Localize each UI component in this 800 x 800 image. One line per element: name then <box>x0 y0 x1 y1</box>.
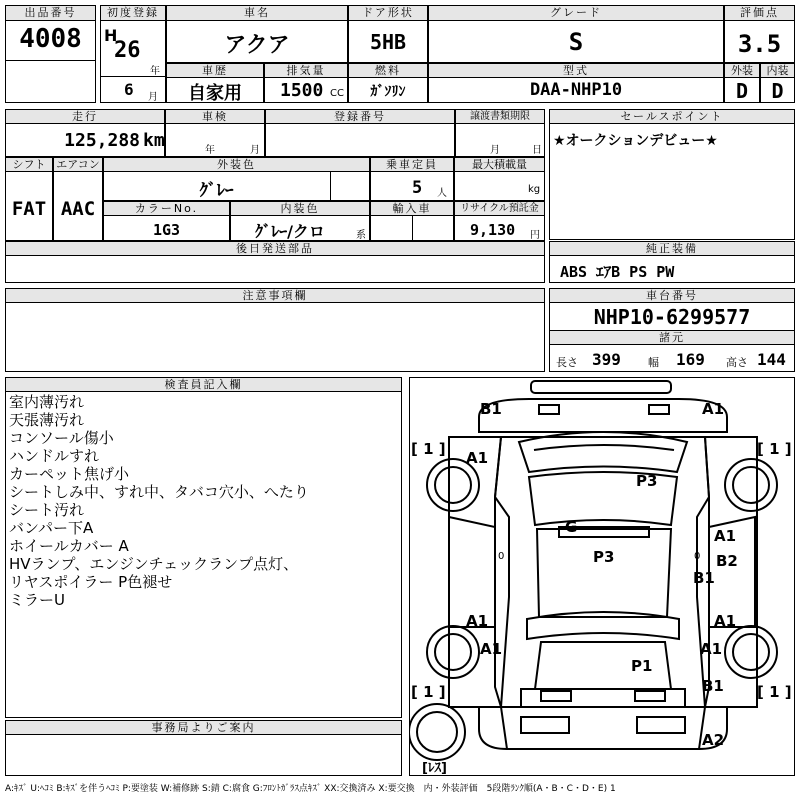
era: H <box>104 26 118 45</box>
damage-mark: B1 <box>702 677 724 695</box>
int-color: ｸﾞﾚｰ/クロ <box>255 222 325 241</box>
width: 169 <box>676 350 705 369</box>
sales-point-box <box>549 109 795 240</box>
model: DAA-NHP10 <box>529 80 623 100</box>
length: 399 <box>592 350 621 369</box>
legend: A:ｷｽﾞ U:ﾍｺﾐ B:ｷｽﾞを伴うﾍｺﾐ P:要塗装 W:補修跡 S:錆 C:腐食 G:ﾌﾛﾝﾄｶﾞﾗｽ点ｷｽﾞ XX:交換済み X:要交換 内・外装評価 5段階ﾗﾝｸ順(A・B・C・D・E) 1 <box>5 784 616 794</box>
import-divider <box>412 216 413 241</box>
tire-bracket: [ 1 ] <box>411 440 446 458</box>
history: 自家用 <box>188 83 242 104</box>
note-line: 天張薄汚れ <box>9 411 85 429</box>
lot-number: 4008 <box>19 24 82 54</box>
interior-label: 内装 <box>760 63 795 78</box>
mileage-label: 走行 <box>5 109 165 124</box>
chassis-number: NHP10-6299577 <box>593 305 751 329</box>
transfer-day-unit: 日 <box>532 145 542 156</box>
note-line: ミラーU <box>9 591 65 609</box>
car-name: アクア <box>224 33 290 58</box>
reg-no-label: 登録番号 <box>265 109 455 124</box>
note-line: シート汚れ <box>9 501 85 519</box>
interior-grade: D <box>771 79 784 103</box>
ext-color-label: 外装色 <box>103 157 370 172</box>
office-label: 事務局よりご案内 <box>5 720 402 735</box>
damage-mark: G <box>565 518 578 536</box>
grade: S <box>568 28 584 56</box>
note-line: シートしみ中、すれ中、タバコ穴小、へたり <box>9 483 309 501</box>
capacity-unit: 人 <box>437 188 447 199</box>
max-load-unit: kg <box>528 184 541 195</box>
damage-mark: P3 <box>593 548 615 566</box>
history-label: 車歴 <box>166 63 264 78</box>
sales-point-label: セールスポイント <box>549 109 795 124</box>
car-diagram <box>409 377 795 776</box>
transfer-label: 譲渡書類期限 <box>455 109 545 124</box>
score: 3.5 <box>737 30 782 58</box>
damage-mark: A1 <box>466 612 489 630</box>
later-parts-label: 後日発送部品 <box>5 241 545 256</box>
note-line: リヤスポイラー P色褪せ <box>9 573 173 591</box>
shift-label: シフト <box>5 157 53 172</box>
damage-mark: B2 <box>716 552 738 570</box>
recycle: 9,130 <box>470 221 516 239</box>
damage-mark: P1 <box>631 657 653 675</box>
mileage-unit: km <box>143 130 165 151</box>
transfer-month-unit: 月 <box>490 145 500 156</box>
height-label: 高さ <box>726 356 748 369</box>
shift: FAT <box>11 198 47 220</box>
ext-color: ｸﾞﾚｰ <box>199 181 234 201</box>
height: 144 <box>757 350 786 369</box>
tread-mark: 0 <box>694 551 701 562</box>
tire-bracket: [ 1 ] <box>411 683 446 701</box>
sales-point: ★オークションデビュー★ <box>553 133 718 149</box>
note-line: HVランプ、エンジンチェックランプ点灯、 <box>9 555 299 573</box>
exterior-grade: D <box>735 79 749 103</box>
fuel-label: 燃料 <box>348 63 428 78</box>
inspector-label: 検査員記入欄 <box>5 377 402 392</box>
int-color-label: 内装色 <box>230 201 370 216</box>
displacement-label: 排気量 <box>264 63 348 78</box>
caution-label: 注意事項欄 <box>5 288 545 303</box>
width-label: 幅 <box>648 356 659 369</box>
insp-month-unit: 月 <box>250 145 260 156</box>
spare-tire-label: [ﾚｽ] <box>422 761 447 776</box>
max-load-label: 最大積載量 <box>454 157 545 172</box>
car-name-label: 車名 <box>166 5 348 21</box>
ac: AAC <box>60 198 96 220</box>
spec-label: 諸元 <box>549 330 795 345</box>
damage-mark: A2 <box>702 731 725 749</box>
note-line: ハンドルすれ <box>9 447 100 465</box>
capacity-label: 乗車定員 <box>370 157 454 172</box>
length-label: 長さ <box>556 356 578 369</box>
fuel: ｶﾞｿﾘﾝ <box>370 84 406 100</box>
damage-mark: A1 <box>702 400 725 418</box>
equipment-label: 純正装備 <box>549 241 795 256</box>
note-line: 室内薄汚れ <box>9 393 85 411</box>
score-label: 評価点 <box>724 5 795 21</box>
recycle-unit: 円 <box>530 230 540 241</box>
door-type: 5HB <box>369 30 407 54</box>
lot-label: 出品番号 <box>5 5 96 21</box>
note-line: コンソール傷小 <box>9 429 114 447</box>
damage-mark: P3 <box>636 472 658 490</box>
first-reg-label: 初度登録 <box>100 5 166 21</box>
tire-bracket: [ 1 ] <box>757 440 792 458</box>
first-reg-divider <box>100 76 166 77</box>
grade-label: グレード <box>428 5 724 21</box>
int-color-unit: 系 <box>356 230 366 241</box>
damage-mark: A1 <box>714 612 737 630</box>
inspection-label: 車検 <box>165 109 265 124</box>
tread-mark: 0 <box>498 551 505 562</box>
mileage: 125,288 <box>64 130 140 151</box>
exterior-label: 外装 <box>724 63 760 78</box>
reg-month: 6 <box>124 80 134 99</box>
inspector-notes <box>9 393 309 609</box>
note-line: カーペット焦げ小 <box>9 465 130 483</box>
lot-divider <box>5 60 96 61</box>
damage-mark: B1 <box>693 569 715 587</box>
reg-year: 26 <box>114 38 141 63</box>
color-no: 1G3 <box>152 221 181 239</box>
note-line: ホイールカバー A <box>9 537 129 555</box>
capacity: 5 <box>412 178 423 198</box>
chassis-label: 車台番号 <box>549 288 795 303</box>
color-no-label: カラーNo. <box>103 201 230 216</box>
recycle-label: リサイクル預託金 <box>454 201 545 216</box>
year-unit: 年 <box>150 66 160 77</box>
ext-color-divider <box>330 172 331 201</box>
model-label: 型式 <box>428 63 724 78</box>
damage-mark: A1 <box>714 527 737 545</box>
import-label: 輸入車 <box>370 201 454 216</box>
damage-mark: A1 <box>466 449 489 467</box>
displacement: 1500 <box>280 80 324 101</box>
note-line: バンパー下A <box>9 519 94 537</box>
ac-label: エアコン <box>53 157 103 172</box>
damage-mark: A1 <box>480 640 503 658</box>
equipment: ABS ｴｱB PS PW <box>560 263 675 281</box>
month-unit: 月 <box>148 92 158 103</box>
damage-mark: A1 <box>700 640 723 658</box>
door-label: ドア形状 <box>348 5 428 21</box>
displacement-unit: CC <box>330 88 344 99</box>
damage-mark: B1 <box>480 400 502 418</box>
tire-bracket: [ 1 ] <box>757 683 792 701</box>
insp-year-unit: 年 <box>205 145 215 156</box>
